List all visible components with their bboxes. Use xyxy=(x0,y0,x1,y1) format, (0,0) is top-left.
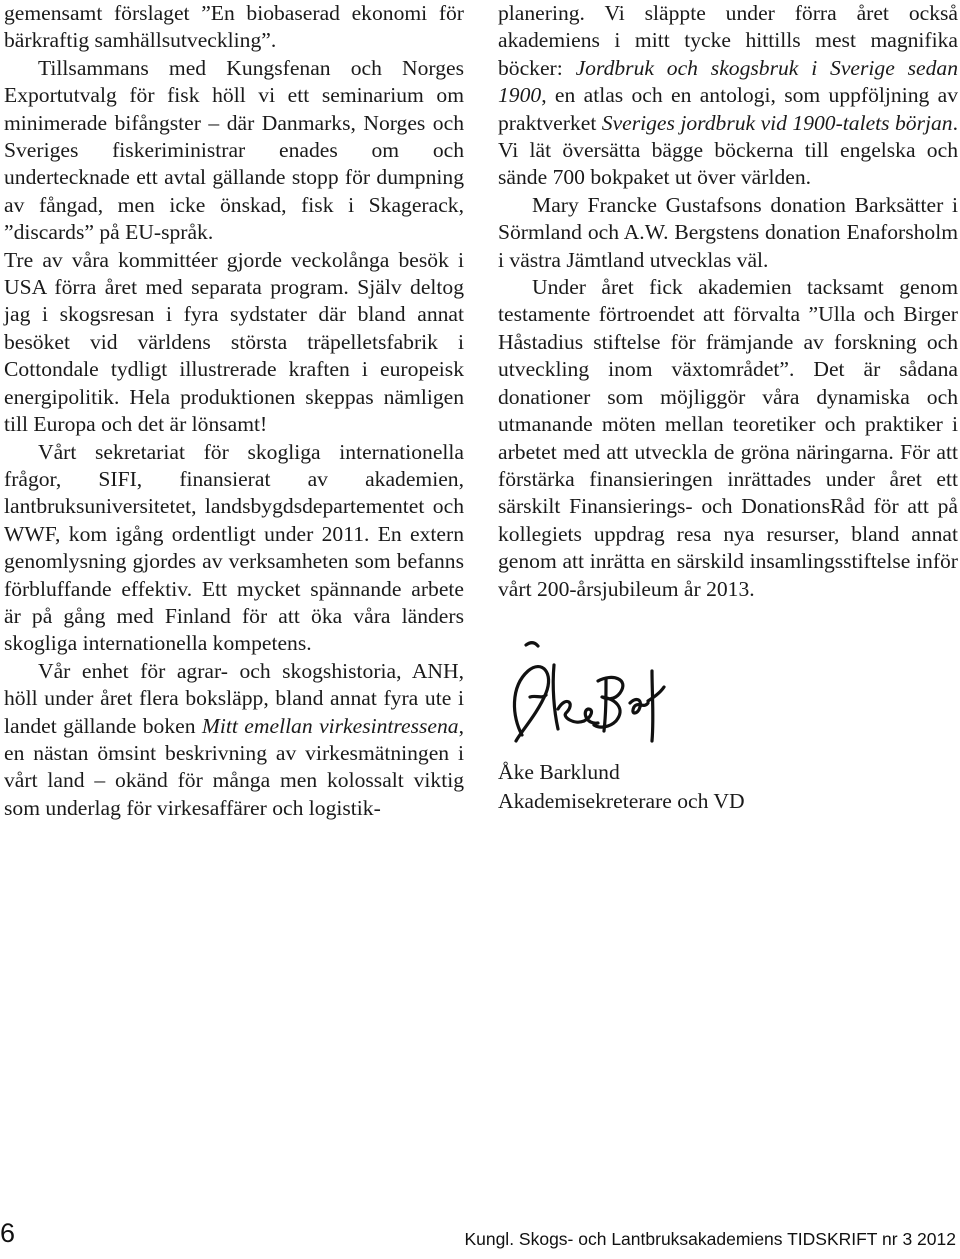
paragraph-anh-cont-c: . Vi lät översätta bägge böckerna till engelska och sände 700 bokpaket ut över världen. xyxy=(498,110,958,190)
book-title-sveriges-jordbruk: Sveriges jordbruk vid 1900-talets början xyxy=(601,110,953,135)
signature-block xyxy=(498,637,958,816)
signer xyxy=(498,758,958,816)
handwritten-signature xyxy=(502,637,672,752)
paragraph-usa-visits: Tre av våra kommittéer gjorde veckolånga besök i USA förra året med separata program. Själv deltog jag i skogsresan i fyra sydstater där bland annat besöket vid världens största träpelletsfabrik i Cottondale tydligt illustrerade kraften i europeisk energipolitik. Hela produktionen skeppas nämligen till Europa och det är lönsamt! xyxy=(4,247,464,437)
paragraph-seminar: Tillsammans med Kungsfenan och Norges Exportutvalg för fisk höll vi ett seminarium om minimerade bifångster – där Danmarks, Norges och Sveriges fiskeriministrar enades om och undertecknade ett avtal gällande stopp för dumpning av fångad, men icke önskad, fisk i Skagerack, ”discards” på EU-språk. xyxy=(4,55,464,245)
paragraph-testament: Under året fick akademien tacksamt genom testamente förtroendet att förvalta ”Ulla och Birger Håstadius stiftelse för främjande av forskning och utveckling inom växtområdet”. Det är sådana donationer som möjliggör våra dynamiska och utmanande möten mellan teoretiker och praktiker i arbetet med att utveckla de gröna näringarna. För att förstärka finansieringen inrättades under året ett särskilt Finansierings- och DonationsRåd för att på kollegiets uppdrag resa nya resurser, bland annat genom att inrätta en särskild insamlingsstiftelse inför vårt 200-årsjubileum år 2013. xyxy=(498,275,958,601)
paragraph-anh-text-b: , en nästan ömsint beskrivning av virkesmätningen i vårt land – okänd för många men kolossalt viktig som underlag för virkesaffärer och logistik- xyxy=(4,713,464,820)
book-title-mitt-emellan: Mitt emellan virkesintressena xyxy=(201,713,459,738)
paragraph-sifi: Vårt sekretariat för skogliga internationella frågor, SIFI, finansierat av akademien, lantbruksuniversitetet, landsbygdsdepartementet och WWF, kom igång ordentligt under 2011. En extern genomlysning gjordes av verksamheten som befanns förbluffande effektiv. Ett mycket spännande arbete är på gång med Finland för att öka våra länders skogliga internationella kompetens. xyxy=(4,439,464,656)
paragraph-donations: Mary Francke Gustafsons donation Barksätter i Sörmland och A.W. Bergstens donation Enaforsholm i västra Jämtland utvecklas väl. xyxy=(498,192,958,272)
paragraph-anh-cont-a: planering. Vi släppte under förra året också akademiens i mitt tycke hittills mest magnifika böcker: xyxy=(498,1,958,80)
paragraph-anh-text-a: Vår enhet för agrar- och skogshistoria, ANH, höll under året flera boksläpp, bland annat fyra ute i landet gällande boken xyxy=(4,658,464,738)
left-column xyxy=(4,0,464,822)
journal-footer: Kungl. Skogs- och Lantbruksakademiens TIDSKRIFT nr 3 2012 xyxy=(464,1229,956,1249)
page-number: 6 xyxy=(0,1218,16,1248)
paragraph-anh xyxy=(4,658,464,822)
paragraph-anh-cont-b: , en atlas och en antologi, som uppföljning av praktverket xyxy=(498,83,958,135)
right-column xyxy=(498,0,958,816)
signer-name: Åke Barklund xyxy=(498,759,620,784)
book-title-jordbruk-och-skogsbruk: Jordbruk och skogsbruk i Sverige sedan 1900 xyxy=(498,55,958,108)
signer-title: Akademisekreterare och VD xyxy=(498,788,745,813)
paragraph-continued: gemensamt förslaget ”En biobaserad ekonomi för bärkraftig samhällsutveckling”. xyxy=(4,1,464,53)
paragraph-anh-continued xyxy=(498,0,958,192)
